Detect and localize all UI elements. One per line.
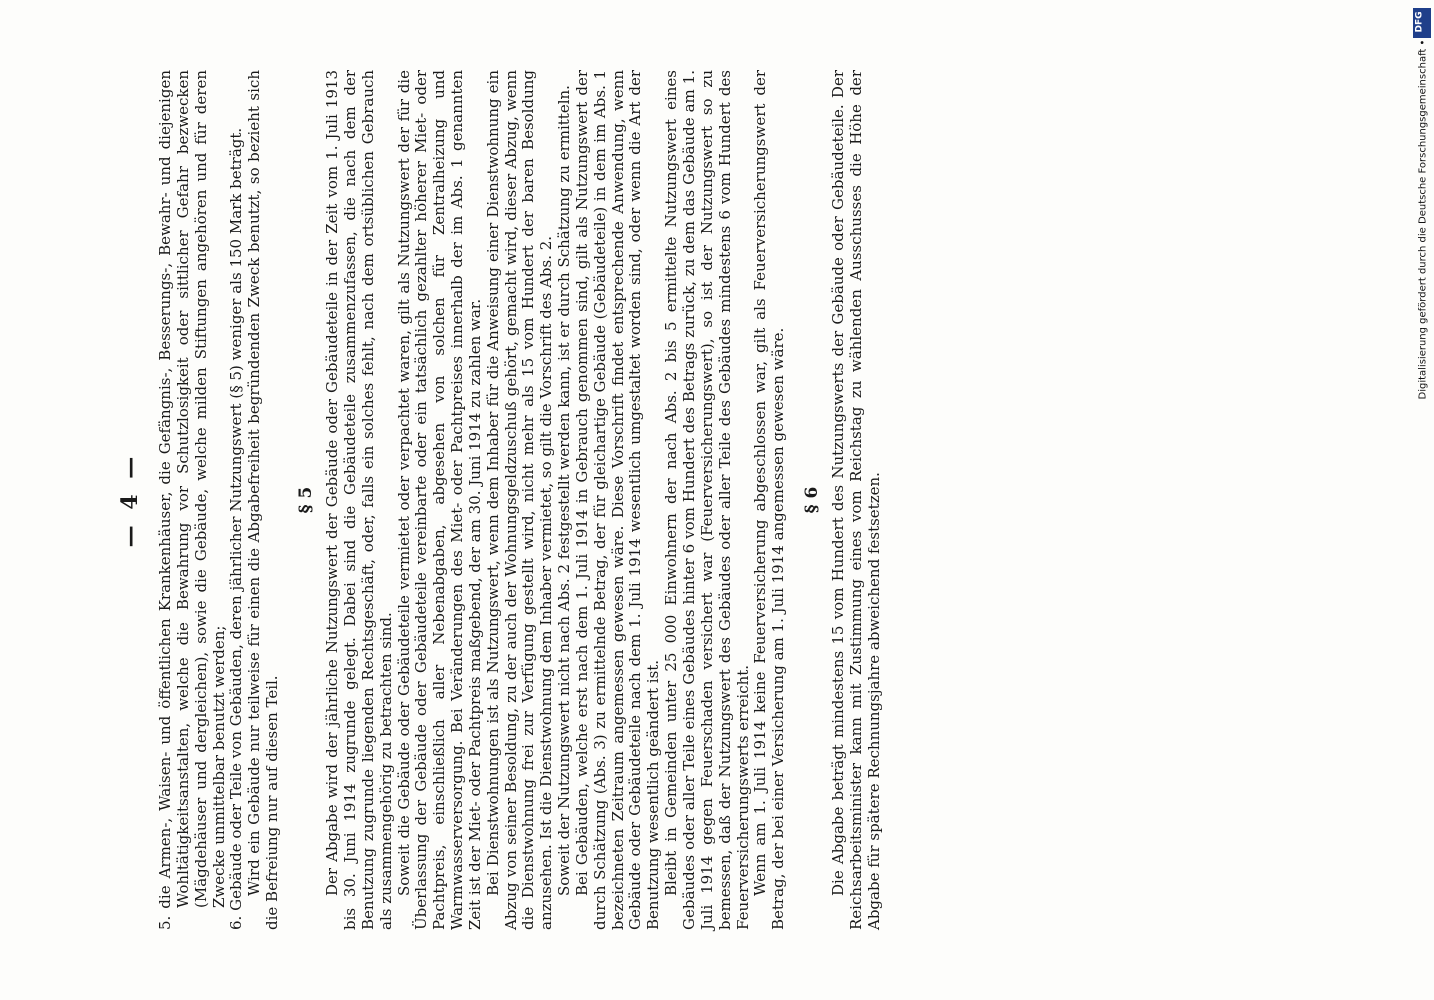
paragraph: Bei Dienstwohnungen ist als Nutzungswert, wenn dem Inhaber für die Anweisung einer Dienstwohnung ein Abzug von seiner Besoldung, zu der auch der Wohnungsgeldzuschuß gehört, gemacht wird, dieser Abzug, wenn die Dienstwohnung frei zur Verfügung gestellt wird, nicht mehr als 15 vom Hundert der baren Besoldung anzusehen. Ist die Dienstwohnung dem Inhaber vermietet, so gilt die Vorschrift des Abs. 2. bbox=[483, 70, 556, 930]
rotated-page bbox=[117, 70, 1257, 930]
list-item-6 bbox=[228, 70, 246, 930]
paragraph: Bleibt in Gemeinden unter 25 000 Einwohnern der nach Abs. 2 bis 5 ermittelte Nutzungswert eines Gebäudes oder aller Teile eines Gebäudes hinter 6 vom Hundert des Betrags zurück, zu dem das Gebäude am 1. Juli 1914 gegen Feuerschaden versichert war (Feuerversicherungswert), so ist der Nutzungswert so zu bemessen, daß der Nutzungswert des Gebäudes oder aller Teile des Gebäudes mindestens 6 vom Hundert des Feuerversicherungswerts erreicht. bbox=[662, 70, 752, 930]
page-content bbox=[157, 70, 884, 930]
digitization-credit-text: Digitalisierung gefördert durch die Deutsche Forschungsgemeinschaft • bbox=[1417, 39, 1429, 400]
paragraph: Soweit die Gebäude oder Gebäudeteile vermietet oder verpachtet waren, gilt als Nutzungswert der für die Überlassung der Gebäude oder Gebäudeteile vereinbarte oder ein tatsächlich gezahlter höherer Miet- oder Pachtpreis, einschließlich aller Nebenabgaben, abgesehen von solchen für Zentralheizung und Warmwasserversorgung. Bei Veränderungen des Miet- oder Pachtpreises innerhalb der im Abs. 1 genannten Zeit ist der Miet- oder Pachtpreis maßgebend, der am 30. Juni 1914 zu zahlen war. bbox=[394, 70, 484, 930]
page-number: — 4 — bbox=[117, 452, 143, 548]
section-heading-6: § 6 bbox=[802, 486, 823, 514]
paragraph: Die Abgabe beträgt mindestens 15 vom Hundert des Nutzungswerts der Gebäude oder Gebäudeteile. Der Reichsarbeitsminister kann mit Zustimmung eines vom Reichstag zu wählenden Ausschusses die Höhe der Abgabe für spätere Rechnungsjahre abweichend festsetzen. bbox=[829, 70, 883, 930]
list-item-text: die Armen-, Waisen- und öffentlichen Krankenhäuser, die Gefängnis-, Besserungs-, Bewahr- und diejenigen Wohltätigkeitsanstalten, welche die Bewahrung vor Schutzlosigkeit oder sittlicher Gefahr bezwecken (Mägdehäuser und dergleichen), sowie die Gebäude, welche milden Stiftungen angehören und für deren Zwecke unmittelbar benutzt werden; bbox=[156, 70, 228, 909]
list-item-text: Gebäude oder Teile von Gebäuden, deren jährlicher Nutzungswert (§ 5) weniger als 150 Mark beträgt. bbox=[227, 127, 246, 911]
list-item-number: 5. bbox=[156, 915, 174, 930]
paragraph-partial-use: Wird ein Gebäude nur teilweise für einen die Abgabefreiheit begründenden Zweck benutzt, so bezieht sich die Befreiung nur auf diesen Teil. bbox=[245, 70, 282, 930]
paragraph: Der Abgabe wird der jährliche Nutzungswert der Gebäude oder Gebäudeteile in der Zeit vom 1. Juli 1913 bis 30. Juni 1914 zugrunde gelegt. Dabei sind die Gebäudeteile zusammenzufassen, die nach dem der Benutzung zugrunde liegenden Rechtsgeschäft, oder, falls ein solches fehlt, nach dem ortsüblichen Gebrauch als zusammengehörig zu betrachten sind. bbox=[323, 70, 395, 930]
paragraph: Wenn am 1. Juli 1914 keine Feuerversicherung abgeschlossen war, gilt als Feuerversicherungswert der Betrag, der bei einer Versicherung am 1. Juli 1914 angemessen gewesen wäre. bbox=[751, 70, 788, 930]
paragraph: Bei Gebäuden, welche erst nach dem 1. Juli 1914 in Gebrauch genommen sind, gilt als Nutzungswert der durch Schätzung (Abs. 3) zu ermittelnde Betrag, der für gleichartige Gebäude (Gebäudeteile) in dem im Abs. 1 bezeichneten Zeitraum angemessen gewesen wäre. Diese Vorschrift findet entsprechende Anwendung, wenn Gebäude oder Gebäudeteile nach dem 1. Juli 1914 wesentlich umgestaltet worden sind, oder wenn die Art der Benutzung wesentlich geändert ist. bbox=[572, 70, 663, 930]
list-item-number: 6. bbox=[227, 915, 246, 930]
paragraph: Soweit der Nutzungswert nicht nach Abs. 2 festgestellt werden kann, ist er durch Schätzung zu ermitteln. bbox=[555, 85, 574, 896]
section-heading-5: § 5 bbox=[295, 486, 316, 514]
list-item-5 bbox=[157, 70, 228, 930]
dfg-logo: DFG bbox=[1413, 8, 1431, 38]
digitization-credit bbox=[1413, 8, 1431, 400]
